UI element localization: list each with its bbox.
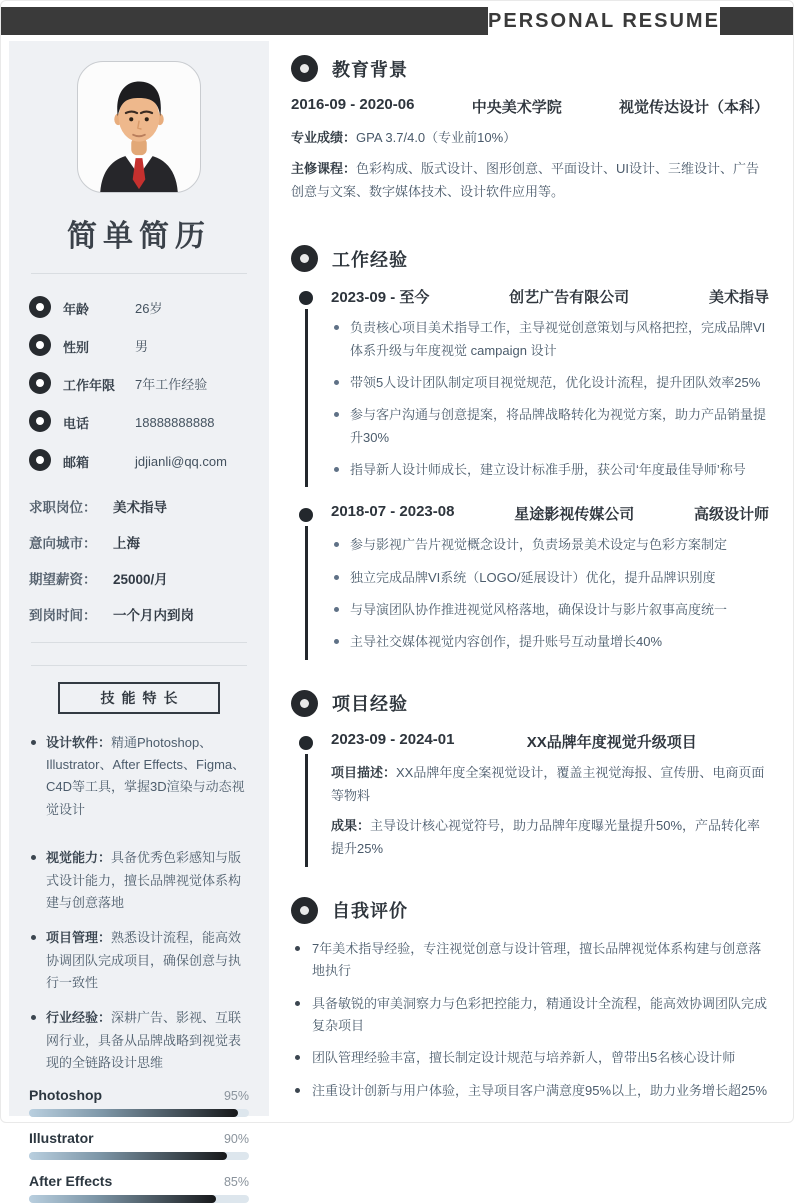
job-bullet-list: [331, 534, 769, 653]
job-bullet-text: 负责核心项目美术指导工作，主导视觉创意策划与风格把控，完成品牌VI体系升级与年度视觉 campaign 设计: [350, 320, 766, 358]
divider-group: [29, 642, 249, 666]
intent-value: 25000/月: [113, 571, 168, 587]
resume-name-title: 简单简历: [67, 220, 211, 253]
job-bullet: [331, 567, 769, 589]
skill-bar-after-effects: [29, 1173, 249, 1203]
job-entry-1: [291, 286, 769, 481]
skill-bar-percent: 95%: [223, 1089, 249, 1104]
job-role: 美术指导: [708, 289, 769, 307]
job-role: 高级设计师: [693, 506, 769, 524]
skill-item-project-management: [29, 927, 249, 994]
divider: [31, 273, 247, 274]
evaluation-bullet: [291, 1080, 769, 1102]
divider: [31, 642, 247, 643]
top-banner: [1, 7, 793, 35]
bullet-donut-icon: [29, 449, 51, 471]
project-desc-text: XX品牌年度全案视觉设计，覆盖主视觉海报、宣传册、电商页面等物料: [331, 764, 765, 803]
evaluation-text: 具备敏锐的审美洞察力与色彩把控能力，精通设计全流程，能高效协调团队完成复杂项目: [312, 995, 768, 1033]
job-bullet-text: 独立完成品牌VI系统（LOGO/延展设计）优化，提升品牌识别度: [350, 569, 716, 585]
project-entry: [291, 731, 769, 861]
job-intent-list: [29, 496, 249, 624]
intent-value: 一个月内到岗: [113, 607, 194, 623]
info-row-gender: [29, 334, 249, 357]
skill-item-label: 设计软件：: [46, 734, 112, 750]
skill-bar-photoshop: [29, 1087, 249, 1117]
skill-item-label: 行业经验：: [46, 1010, 112, 1026]
job-bullet: [331, 459, 769, 481]
job-bullet: [331, 404, 769, 449]
job-entry-2: [291, 503, 769, 653]
section-projects: [291, 690, 769, 861]
skill-bar-track: [29, 1152, 249, 1160]
info-value: 男: [135, 339, 149, 355]
section-work-experience: [291, 245, 769, 654]
skill-bar-name: Photoshop: [29, 1087, 103, 1104]
skill-item-text: 熟悉设计流程，能高效协调团队完成项目，确保创意与执行一致性: [46, 930, 242, 990]
evaluation-text: 注重设计创新与用户体验，主导项目客户满意度95%以上，助力业务增长超25%: [312, 1082, 768, 1098]
project-desc-label: 项目描述：: [331, 764, 397, 780]
skill-bar-percent: 85%: [223, 1175, 249, 1190]
banner-bar-right: [720, 7, 793, 35]
main-content: [291, 55, 769, 1112]
section-title: 教育背景: [332, 59, 408, 80]
education-major: 视觉传达设计（本科）: [618, 99, 769, 116]
skill-item-visual: [29, 847, 249, 914]
skill-item-industry: [29, 1007, 249, 1074]
section-education: [291, 55, 769, 203]
section-title: 工作经验: [332, 249, 408, 270]
intent-value: 上海: [113, 535, 140, 551]
info-row-email: [29, 449, 249, 472]
job-bullet-text: 带领5人设计团队制定项目视觉规范，优化设计流程，提升团队效率25%: [350, 374, 761, 390]
skill-item-text: 深耕广告、影视、互联网行业，具备从品牌战略到视觉表现的全链路设计思维: [46, 1010, 242, 1071]
info-label: 年龄: [63, 302, 90, 317]
divider: [31, 665, 247, 666]
bullet-donut-icon: [29, 410, 51, 432]
info-row-phone: [29, 410, 249, 433]
job-bullet: [331, 631, 769, 653]
job-bullet: [331, 372, 769, 394]
skills-list: [29, 732, 249, 1075]
job-bullet-text: 与导演团队协作推进视觉风格落地，确保设计与影片叙事高度统一: [350, 602, 728, 618]
info-value: 18888888888: [135, 415, 215, 431]
job-bullet: [331, 317, 769, 362]
evaluation-bullet: [291, 938, 769, 983]
skill-bar-track: [29, 1109, 249, 1117]
skill-bar-fill: [29, 1152, 227, 1160]
education-entry-header: [291, 96, 769, 117]
intent-row-availability: [29, 604, 249, 624]
info-value: 26岁: [135, 301, 163, 316]
section-bullet-icon: [291, 55, 318, 82]
intent-row-salary: [29, 568, 249, 588]
evaluation-bullet: [291, 1047, 769, 1069]
skill-item-label: 视觉能力：: [46, 850, 112, 866]
education-school: 中央美术学院: [471, 99, 562, 116]
job-company: 星途影视传媒公司: [514, 506, 635, 524]
section-title: 自我评价: [332, 901, 408, 922]
skill-bar-name: Illustrator: [29, 1130, 94, 1147]
job-bullet-list: [331, 317, 769, 481]
project-description: [331, 762, 769, 808]
courses-value: 色彩构成、版式设计、图形创意、平面设计、UI设计、三维设计、广告创意与文案、数字媒体技术、设计软件应用等。: [291, 160, 760, 199]
skill-bar-percent: 90%: [223, 1132, 249, 1147]
evaluation-bullet: [291, 993, 769, 1038]
job-bullet-text: 指导新人设计师成长，建立设计标准手册，获公司‘年度最佳导师’称号: [350, 462, 746, 478]
info-label: 性别: [63, 340, 90, 356]
info-row-experience-years: [29, 372, 249, 395]
project-period: 2023-09 - 2024-01: [331, 730, 455, 748]
skill-bar-illustrator: [29, 1130, 249, 1160]
project-name: XX品牌年度视觉升级项目: [526, 733, 697, 751]
project-result-label: 成果：: [331, 818, 371, 834]
job-bullet-text: 参与客户沟通与创意提案，将品牌战略转化为视觉方案，助力产品销量提升30%: [350, 407, 767, 445]
evaluation-list: [291, 938, 769, 1102]
avatar: [77, 61, 201, 193]
skill-bar-fill: [29, 1109, 238, 1117]
personal-info-list: [29, 296, 249, 472]
skill-bar-fill: [29, 1195, 216, 1203]
gpa-value: GPA 3.7/4.0（专业前10%）: [356, 130, 517, 145]
skill-bars: [29, 1087, 249, 1203]
sidebar: [9, 41, 269, 1190]
project-result-text: 主导设计核心视觉符号，助力品牌年度曝光量提升50%，产品转化率提升25%: [331, 818, 761, 857]
info-label: 邮箱: [63, 454, 90, 470]
intent-value: 美术指导: [113, 499, 167, 515]
skill-item-label: 项目管理：: [46, 930, 112, 946]
section-title: 项目经验: [332, 694, 408, 715]
bullet-donut-icon: [29, 372, 51, 394]
section-bullet-icon: [291, 897, 318, 924]
info-value: jdjianli@qq.com: [135, 453, 227, 469]
education-period: 2016-09 - 2020-06: [291, 96, 415, 113]
intent-label: 到岗时间：: [29, 607, 97, 623]
banner-bar-left: [1, 7, 488, 35]
section-bullet-icon: [291, 245, 318, 272]
job-period: 2023-09 - 至今: [331, 289, 430, 307]
courses-label: 主修课程：: [291, 160, 357, 176]
intent-label: 求职岗位：: [29, 499, 97, 515]
job-period: 2018-07 - 2023-08: [331, 503, 455, 521]
skill-bar-track: [29, 1195, 249, 1203]
intent-row-position: [29, 496, 249, 516]
education-gpa: [291, 127, 769, 150]
project-result: [331, 815, 769, 861]
skill-item-text: 具备优秀色彩感知与版式设计能力，擅长品牌视觉体系构建与创意落地: [46, 850, 242, 910]
avatar-illustration: [80, 66, 198, 192]
job-bullet: [331, 534, 769, 556]
job-bullet-text: 主导社交媒体视觉内容创作，提升账号互动量增长40%: [350, 634, 663, 650]
gpa-label: 专业成绩：: [291, 130, 357, 145]
job-company: 创艺广告有限公司: [509, 289, 630, 307]
skills-section-title: 技能特长: [58, 682, 220, 714]
evaluation-text: 团队管理经验丰富，擅长制定设计规范与培养新人，曾带出5名核心设计师: [312, 1050, 736, 1066]
bullet-donut-icon: [29, 334, 51, 356]
section-bullet-icon: [291, 690, 318, 717]
education-courses: [291, 158, 769, 204]
skill-item-text: 精通Photoshop、Illustrator、After Effects、Figma、C4D等工具，掌握3D渲染与动态视觉设计: [46, 734, 246, 817]
info-label: 电话: [63, 416, 90, 432]
info-label: 工作年限: [63, 378, 116, 394]
skill-bar-name: After Effects: [29, 1173, 113, 1190]
intent-row-city: [29, 532, 249, 552]
evaluation-text: 7年美术指导经验，专注视觉创意与设计管理，擅长品牌视觉体系构建与创意落地执行: [312, 940, 762, 979]
intent-label: 期望薪资：: [29, 571, 97, 587]
page-title: PERSONAL RESUME: [488, 7, 720, 35]
intent-label: 意向城市：: [29, 535, 97, 551]
job-bullet: [331, 599, 769, 621]
job-bullet-text: 参与影视广告片视觉概念设计，负责场景美术设定与色彩方案制定: [350, 537, 728, 553]
bullet-donut-icon: [29, 296, 51, 318]
section-self-evaluation: [291, 897, 769, 1102]
info-value: 7年工作经验: [135, 377, 208, 393]
skill-item-software: [29, 732, 249, 821]
info-row-age: [29, 296, 249, 319]
